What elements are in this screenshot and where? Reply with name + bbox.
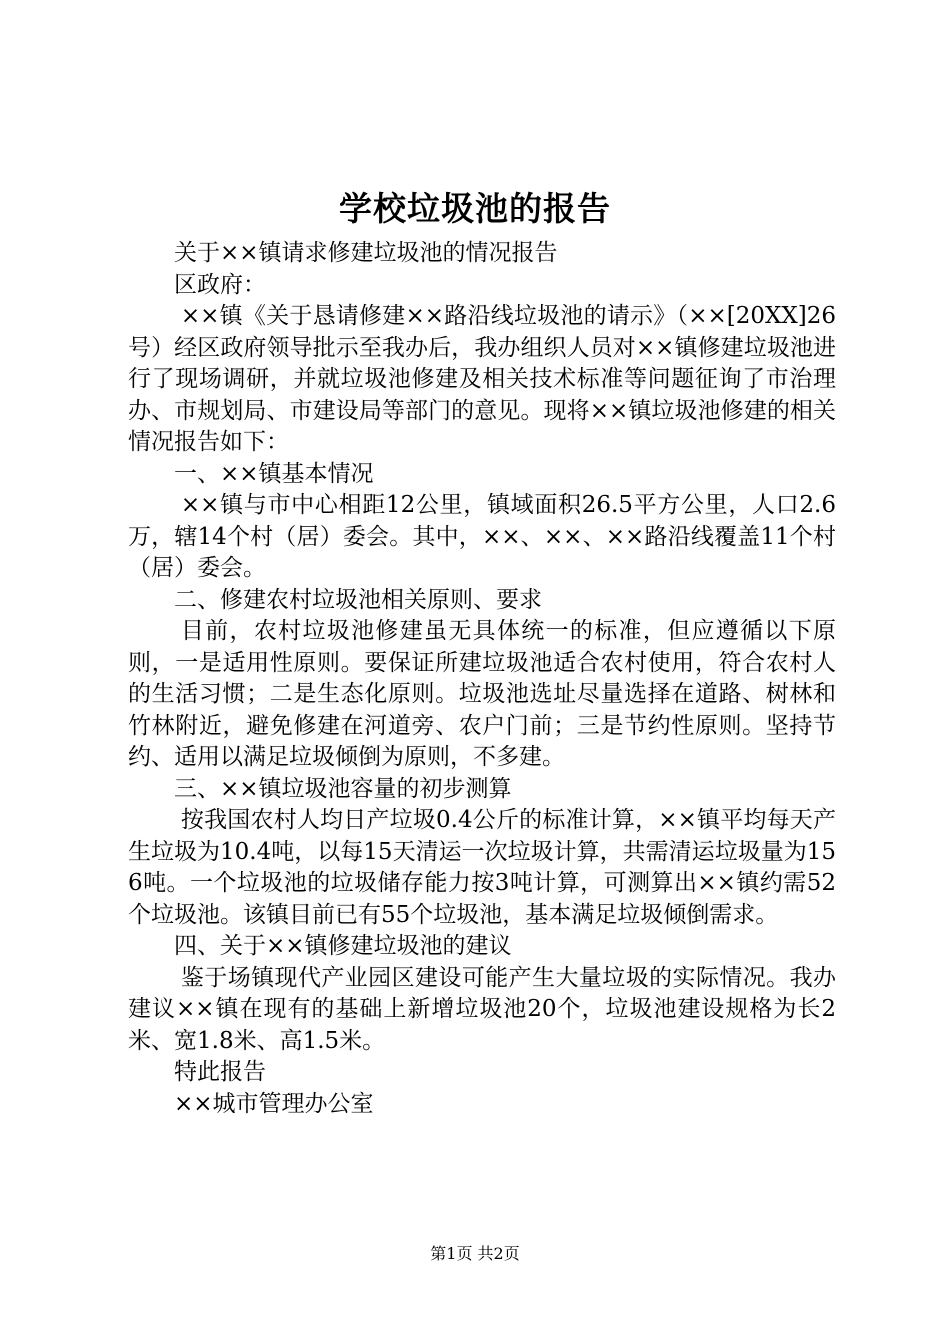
addressee: 区政府：: [174, 271, 266, 298]
paragraph-section-3: 按我国农村人均日产垃圾0.4公斤的标准计算，××镇平均每天产生垃圾为10.4吨，以每15天清运一次垃圾计算，共需清运垃圾量为156吨。一个垃圾池的垃圾储存能力按3吨计算，可测算出××镇约需52个垃圾池。该镇目前已有55个垃圾池，基本满足垃圾倾倒需求。: [128, 807, 836, 928]
paragraph-section-4: 鉴于场镇现代产业园区建设可能产生大量垃圾的实际情况。我办建议××镇在现有的基础上新增垃圾池20个，垃圾池建设规格为长2米、宽1.8米、高1.5米。: [128, 964, 836, 1054]
section-heading-2: 二、修建农村垃圾池相关原则、要求: [174, 586, 542, 613]
page-number-footer: 第1页 共2页: [430, 1244, 520, 1263]
paragraph-intro: ××镇《关于恳请修建××路沿线垃圾池的请示》（××[20XX]26号）经区政府领导批示至我办后，我办组织人员对××镇修建垃圾池进行了现场调研，并就垃圾池修建及相关技术标准等问题征询了市治理办、市规划局、市建设局等部门的意见。现将××镇垃圾池修建的相关情况报告如下：: [128, 303, 836, 455]
paragraph-section-2: 目前，农村垃圾池修建虽无具体统一的标准，但应遵循以下原则，一是适用性原则。要保证所建垃圾池适合农村使用，符合农村人的生活习惯；二是生态化原则。垃圾池选址尽量选择在道路、树林和竹林附近，避免修建在河道旁、农户门前；三是节约性原则。坚持节约、适用以满足垃圾倾倒为原则，不多建。: [128, 618, 836, 770]
document-body: [128, 238, 836, 1120]
signature-office: ××城市管理办公室: [174, 1090, 374, 1117]
report-subject: 关于××镇请求修建垃圾池的情况报告: [174, 240, 558, 266]
closing-phrase: 特此报告: [174, 1059, 266, 1085]
paragraph-section-1: ××镇与市中心相距12公里，镇域面积26.5平方公里，人口2.6万，辖14个村（居）委会。其中，××、××、××路沿线覆盖11个村（居）委会。: [128, 492, 836, 581]
section-heading-3: 三、××镇垃圾池容量的初步测算: [174, 775, 512, 802]
section-heading-4: 四、关于××镇修建垃圾池的建议: [174, 933, 512, 959]
section-heading-1: 一、××镇基本情况: [174, 460, 374, 487]
document-title: 学校垃圾池的报告: [339, 189, 611, 228]
